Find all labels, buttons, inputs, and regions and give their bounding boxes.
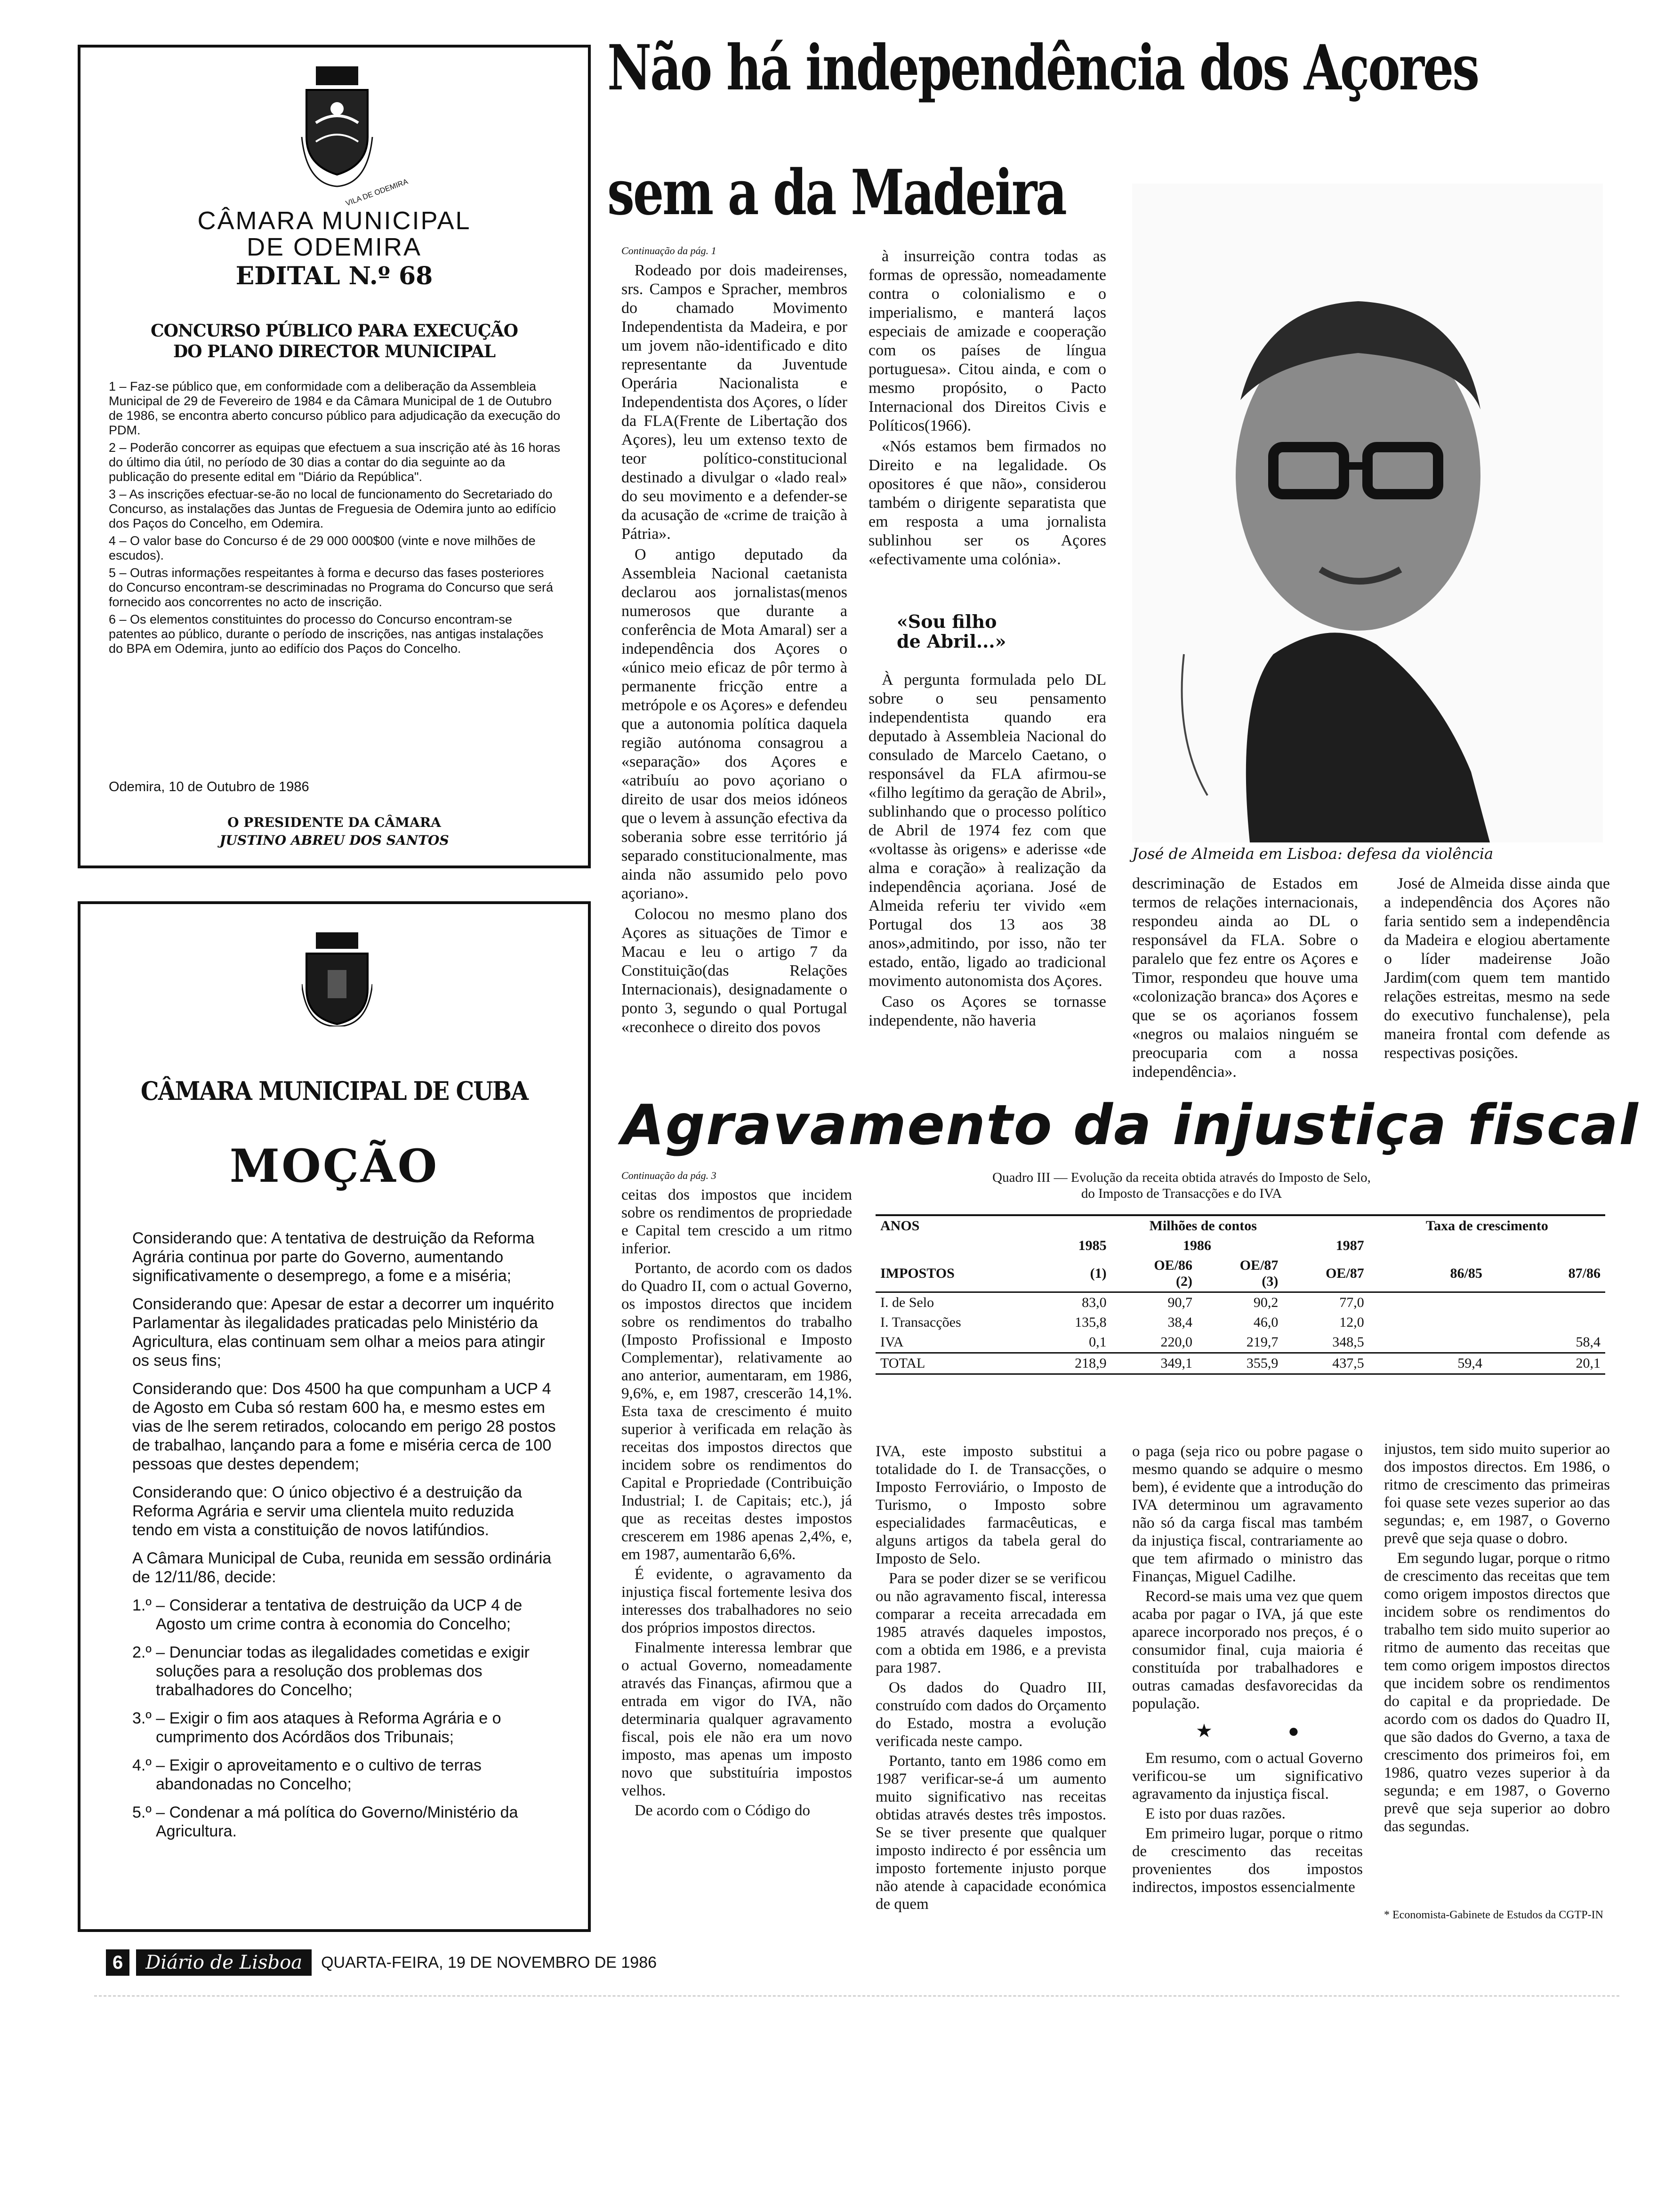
edital-box xyxy=(78,45,591,868)
table-cell: TOTAL xyxy=(880,1355,925,1371)
mocao-body xyxy=(132,1229,556,1850)
article2-column-1 xyxy=(621,1186,852,1821)
table-col-4: OE/87 xyxy=(1326,1266,1364,1281)
table-col-1: (1) xyxy=(1090,1266,1107,1281)
edital-issuer: CÂMARA MUNICIPAL DE ODEMIRA xyxy=(197,207,471,261)
table-year-1987: 1987 xyxy=(1335,1238,1364,1253)
table-cell: 218,9 xyxy=(1075,1355,1107,1371)
mocao-decision: 2.º – Denunciar todas as ilegalidades cometidas e exigir soluções para a resolução dos problemas dos trabalhadores do Concelho; xyxy=(132,1643,530,1699)
mocao-considerando: Considerando que: O único objectivo é a destruição da Reforma Agrária e servir uma clientela muito reduzida tendo em vista a constituição de novos latifúndios. xyxy=(132,1483,522,1539)
mocao-issuer: CÂMARA MUNICIPAL DE CUBA xyxy=(140,1076,528,1106)
article2-column-4 xyxy=(1384,1440,1610,1837)
paragraph: ceitas dos impostos que incidem sobre os rendimentos de propriedade e Capital tem crescido a um ritmo inferior. xyxy=(621,1186,852,1257)
table-cell: 77,0 xyxy=(1339,1295,1364,1310)
paragraph: O antigo deputado da Assembleia Nacional caetanista declarou aos jornalistas(menos numerosos que durante a conferência de Mota Amaral) ser a independência dos Açores o «único meio eficaz de pôr termo à permanente fricção entre a metrópole e os Açores» e defendeu que a autonomia política daquela região autónoma consagrou a «separação» dos Açores e «atribuíu ao povo açoriano o direito de usar dos meios idóneos que o levem à assunção efectiva da soberania sobre esse território já separado constitucionalmente, mas ainda não assumido pelo povo açoriano». xyxy=(621,546,847,902)
table-cell xyxy=(1369,1332,1487,1353)
table-cell xyxy=(1487,1313,1605,1332)
table-row xyxy=(876,1313,1605,1332)
paragraph: Os dados do Quadro III, construído com dados do Orçamento do Estado, mostra a evolução verificada neste campo. xyxy=(876,1679,1106,1750)
edital-signature-name: JUSTINO ABREU DOS SANTOS xyxy=(219,833,449,848)
table-cell: 38,4 xyxy=(1167,1314,1193,1330)
table-cell: 90,7 xyxy=(1167,1295,1193,1310)
table-header-impostos: IMPOSTOS xyxy=(880,1266,955,1281)
table-cell xyxy=(1487,1292,1605,1313)
edital-item: 4 – O valor base do Concurso é de 29 000 000$00 (vinte e nove milhões de escudos). xyxy=(109,534,536,562)
article1-continued: Continuação da pág. 1 xyxy=(621,245,716,256)
table-cell: 349,1 xyxy=(1160,1355,1193,1371)
paragraph: Portanto, de acordo com os dados do Quadro II, com o actual Governo, os impostos directos que incidem sobre os rendimentos do trabalho (Imposto Profissional e Imposto Complementar), relativamente ao ano anterior, aumentaram, em 1986, 9,6%, e, em 1987, crescerão 14,1%. Esta taxa de crescimento é muito superior à verificada em relação às receitas dos impostos directos que incidem sobre os rendimentos do Capital e Propriedade (Contribuição Industrial; I. de Capitais; etc.), já que as receitas destes impostos crescerem em 1986 apenas 2,4%, e, em 1987, aumentarão 6,6%. xyxy=(621,1260,852,1563)
edital-item: 5 – Outras informações respeitantes à forma e decurso das fases posteriores do Concurso encontram-se descriminadas no Programa do Concurso que será fornecido aos concorrentes no acto de inscrição. xyxy=(109,566,553,609)
paragraph: «Nós estamos bem firmados no Direito e na legalidade. Os opositores é que não», considerou também o dirigente separatista que em resposta a uma jornalista sublinhou ser os Açores «efectivamente uma colónia». xyxy=(869,438,1106,568)
article2-column-2 xyxy=(876,1443,1106,1915)
page-footer xyxy=(106,1948,657,1977)
edital-date: Odemira, 10 de Outubro de 1986 xyxy=(109,779,309,794)
table-year-1985: 1985 xyxy=(1078,1238,1107,1253)
article1-column-4 xyxy=(1384,874,1610,1065)
paragraph: De acordo com o Código do xyxy=(635,1802,811,1819)
table-cell: 219,7 xyxy=(1246,1334,1279,1350)
edital-item-list xyxy=(109,379,561,659)
table-header-milhoes: Milhões de contos xyxy=(1149,1218,1257,1234)
crest-ribbon-text: VILA DE ODEMIRA xyxy=(345,177,410,208)
paragraph: o paga (seja rico ou pobre pagase o mesmo quando se adquire o mesmo bem), é evidente que a introdução do IVA determinou um agravamento não só da carga fiscal mas também da injustiça fiscal, contrariamente ao que tem afirmado o ministro das Finanças, Miguel Cadilhe. xyxy=(1132,1443,1363,1585)
paragraph: É evidente, o agravamento da injustiça fiscal fortemente lesiva dos interesses dos trabalhadores no seio dos próprios impostos directos. xyxy=(621,1566,852,1636)
article1-headline-line2: sem a da Madeira xyxy=(607,156,1066,229)
article1-column-2a xyxy=(869,247,1106,571)
paragraph: Portanto, tanto em 1986 como em 1987 verificar-se-á um aumento muito significativo nas receitas obtidas através destes três impostos. Se se tiver presente que qualquer imposto indirecto é por essência um imposto fortemente injusto porque não atende à capacidade económica de quem xyxy=(876,1753,1106,1913)
edital-item: 6 – Os elementos constituintes do processo do Concurso encontram-se patentes ao público, durante o período de inscrições, nas antigas instalações do BPA em Odemira, junto ao edifício dos Paços do Concelho. xyxy=(109,612,544,656)
paragraph: descriminação de Estados em termos de relações internacionais, respondeu ainda ao DL o responsável da FLA. Sobre o paralelo que fez entre os Açores e Timor, respondeu que houve uma «colonização branca» dos Açores e que se os açorianos fossem «negros ou malaios ninguém se preocuparia com a nossa independência». xyxy=(1132,875,1358,1081)
table-header-taxa: Taxa de crescimento xyxy=(1425,1218,1548,1234)
mocao-intro: A Câmara Municipal de Cuba, reunida em sessão ordinária de 12/11/86, decide: xyxy=(132,1549,552,1586)
mocao-title: MOÇÃO xyxy=(229,1139,439,1193)
table-cell: 58,4 xyxy=(1576,1334,1601,1350)
mocao-considerando: Considerando que: Dos 4500 ha que compunham a UCP 4 de Agosto em Cuba só restam 600 ha, e mesmo estes em vias de lhe serem retirados, colocando em perigo 28 postos de trabalhao, lançando para a fome e miséria cerca de 100 pessoas que destes dependem; xyxy=(132,1380,556,1473)
section-separator xyxy=(1132,1722,1363,1740)
table-cell xyxy=(1369,1313,1487,1332)
star-icon: ★ xyxy=(1195,1720,1213,1741)
mocao-considerando: Considerando que: A tentativa de destruição da Reforma Agrária continua por parte do Governo, aumentando significativamente o desemprego, a fome e a miséria; xyxy=(132,1229,535,1285)
photo-caption: José de Almeida em Lisboa: defesa da violência xyxy=(1132,845,1494,863)
table-cell: 0,1 xyxy=(1089,1334,1107,1350)
article2-headline: Agravamento da injustiça fiscal xyxy=(621,1092,1639,1157)
paragraph: Rodeado por dois madeirenses, srs. Campos e Spracher, membros do chamado Movimento Independentista da Madeira, e por um jovem não-identificado e dito representante da Juventude Operária Nacionalista e Independentista dos Açores, o líder da FLA(Frente de Libertação dos Açores), leu um extenso texto de teor político-constitucional destinado a divulgar o «lado real» do seu movimento e a defender-se da acusação de «crime de traição à Pátria». xyxy=(621,262,847,543)
table-cell: I. Transacções xyxy=(880,1314,961,1330)
article1-column-1 xyxy=(621,261,847,1039)
article1-headline-line1: Não há independência dos Açores xyxy=(607,32,1479,104)
paragraph: Em primeiro lugar, porque o ritmo de crescimento das receitas provenientes dos impostos indirectos, impostos essencialmente xyxy=(1132,1825,1363,1896)
paragraph: José de Almeida disse ainda que a independência dos Açores não faria sentido sem a independência da Madeira e elogiou abertamente o líder madeirense João Jardim(com quem tem mantido relações estreitas, mesmo na sede do executivo funchalense), pela maneira frontal com defende as respectivas posições. xyxy=(1384,875,1610,1062)
edital-number: EDITAL N.º 68 xyxy=(235,262,433,290)
table-caption: Quadro III — Evolução da receita obtida através do Imposto de Selo, do Imposto de Transacções e do IVA xyxy=(992,1170,1371,1201)
table-col-3: OE/87 (3) xyxy=(1239,1258,1279,1289)
author-footnote: * Economista-Gabinete de Estudos da CGTP-IN xyxy=(1384,1909,1603,1921)
table-cell: 355,9 xyxy=(1246,1355,1279,1371)
paragraph: À pergunta formulada pelo DL sobre o seu pensamento independentista quando era deputado à Assembleia Nacional do consulado de Marcelo Caetano, o responsável da FLA afirmou-se «filho legítimo da geração de Abril», sublinhando que o processo político de Abril de 1974 fez com que «voltasse às origens» e aderisse «de alma e coração» à realização da independência açoriana. José de Almeida referiu ter vivido «em Portugal dos 13 aos 38 anos»,admitindo, por isso, não ter estado, então, ligado ao tradicional movimento autonomista dos Açores. xyxy=(869,671,1106,990)
table-row xyxy=(876,1332,1605,1353)
page-number: 6 xyxy=(106,1949,129,1976)
odemira-crest-icon xyxy=(297,66,377,189)
cuba-crest-icon xyxy=(302,932,372,1026)
paragraph: Finalmente interessa lembrar que o actual Governo, nomeadamente através das Finanças, afirmou que a entrada em vigor do IVA, não determinaria qualquer agravamento fiscal, pois ele não era um novo imposto, mas apenas um imposto novo que substituíria impostos velhos. xyxy=(621,1639,852,1799)
paragraph: Colocou no mesmo plano dos Açores as situações de Timor e Macau e leu o artigo 7 da Constituição(das Relações Internacionais), designadamente o ponto 3, segundo o qual Portugal «reconhece o direito dos povos xyxy=(621,906,847,1036)
table-cell: 12,0 xyxy=(1339,1314,1364,1330)
edital-subject: CONCURSO PÚBLICO PARA EXECUÇÃO DO PLANO DIRECTOR MUNICIPAL xyxy=(151,321,518,361)
table-cell: 135,8 xyxy=(1075,1314,1107,1330)
edital-item: 3 – As inscrições efectuar-se-ão no local de funcionamento do Secretariado do Concurso, as instalações das Juntas de Freguesia de Odemira junto ao edifício dos Paços do Concelho, em Odemira. xyxy=(109,487,556,530)
article1-column-3 xyxy=(1132,874,1358,1083)
paragraph: Em segundo lugar, porque o ritmo de crescimento das receitas que tem como origem impostos directos que incidem sobre os rendimentos do trabalho tem sido muito superior ao ritmo de aumento das receitas que tem como origem impostos directos que incidem sobre os rendimentos do capital e da propriedade. De acordo com os dados do Quadro II, que são dados do Gverno, a taxa de crescimento dos primeiros foi, em 1986, quatro vezes superior à da segunda; e em 1987, o Governo prevê que seja superior ao dobro das segundas. xyxy=(1384,1550,1610,1835)
table-cell xyxy=(1369,1292,1487,1313)
paragraph: à insurreição contra todas as formas de opressão, nomeadamente contra o colonialismo e o imperialismo, e manterá laços especiais de amizade e cooperação com os países de língua portuguesa». Citou ainda, e com o mesmo propósito, o Pacto Internacional dos Direitos Civis e Políticos(1966). xyxy=(869,248,1106,434)
edital-item: 1 – Faz-se público que, em conformidade com a deliberação da Assembleia Municipal de 29 de Fevereiro de 1984 e da Câmara Municipal de 1 de Outubro de 1986, se encontra aberto concurso público para adjudicação da execução do PDM. xyxy=(109,379,561,437)
paragraph: injustos, tem sido muito superior ao dos impostos directos. Em 1986, o ritmo de crescimento das primeiras foi quase sete vezes superior ao das segundas; e, em 1987, o Governo prevê que seja quase o dobro. xyxy=(1384,1441,1610,1547)
quadro-iii-table xyxy=(876,1214,1605,1375)
portrait-photo xyxy=(1132,184,1603,842)
table-cell: 437,5 xyxy=(1332,1355,1364,1371)
issue-date: QUARTA-FEIRA, 19 DE NOVEMBRO DE 1986 xyxy=(321,1953,657,1972)
table-cell: IVA xyxy=(880,1334,904,1350)
paragraph: Para se poder dizer se se verificou ou não agravamento fiscal, interessa comparar a receita arrecadada em 1985 através daqueles impostos, com a obtida em 1986, e a prevista para 1987. xyxy=(876,1570,1106,1676)
paragraph: IVA, este imposto substitui a totalidade do I. de Transacções, o Imposto Ferroviário, o Imposto de Turismo, o Imposto sobre especialidades farmacêuticas, e alguns artigos da tabela geral do Imposto de Selo. xyxy=(876,1443,1106,1567)
table-total-row xyxy=(876,1353,1605,1374)
mocao-box xyxy=(78,901,591,1932)
table-cell: I. de Selo xyxy=(880,1295,934,1310)
mocao-decision: 4.º – Exigir o aproveitamento e o cultivo de terras abandonadas no Concelho; xyxy=(132,1756,482,1793)
table-cell: 83,0 xyxy=(1082,1295,1107,1310)
newspaper-name: Diário de Lisboa xyxy=(136,1949,312,1976)
article2-continued: Continuação da pág. 3 xyxy=(621,1170,716,1181)
table-cell: 348,5 xyxy=(1332,1334,1364,1350)
table-year-1986: 1986 xyxy=(1183,1238,1212,1253)
mocao-decision: 3.º – Exigir o fim aos ataques à Reforma Agrária e o cumprimento dos Acórdãos dos Tribunais; xyxy=(132,1709,501,1746)
mocao-decision: 1.º – Considerar a tentativa de destruição da UCP 4 de Agosto um crime contra à economia do Concelho; xyxy=(132,1596,523,1633)
table-cell: 46,0 xyxy=(1253,1314,1279,1330)
table-cell: 220,0 xyxy=(1160,1334,1193,1350)
paragraph: Caso os Açores se tornasse independente, não haveria xyxy=(869,993,1106,1029)
table-col-6: 87/86 xyxy=(1568,1266,1601,1281)
mocao-considerando: Considerando que: Apesar de estar a decorrer um inquérito Parlamentar às ilegalidades praticadas pelo Ministério da Agricultura, elas continuam sem olhar a meios para atingir os seus fins; xyxy=(132,1295,554,1370)
table-col-2: OE/86 (2) xyxy=(1154,1258,1193,1289)
dot-icon: ● xyxy=(1287,1720,1300,1741)
table-cell: 20,1 xyxy=(1576,1355,1601,1371)
paragraph: Record-se mais uma vez que quem acaba por pagar o IVA, já que este aparece incorporado nos preços, é o consumidor final, cuja maioria é constituída por trabalhadores e outras camadas desfavorecidas da população. xyxy=(1132,1588,1363,1712)
article1-subhead: «Sou filho de Abril...» xyxy=(897,611,1006,652)
mocao-decision: 5.º – Condenar a má política do Governo/Ministério da Agricultura. xyxy=(132,1803,518,1840)
edital-item: 2 – Poderão concorrer as equipas que efectuem a sua inscrição até às 16 horas do último dia útil, no período de 30 dias a contar do dia seguinte ao da publicação do presente edital em "Diário da República". xyxy=(109,441,561,484)
edital-signature-title: O PRESIDENTE DA CÂMARA xyxy=(227,815,441,830)
table-col-5: 86/85 xyxy=(1450,1266,1482,1281)
table-cell: 59,4 xyxy=(1457,1355,1482,1371)
article1-column-2b xyxy=(869,671,1106,1032)
paragraph: E isto por duas razões. xyxy=(1145,1805,1286,1822)
paragraph: Em resumo, com o actual Governo verificou-se um significativo agravamento da injustiça fiscal. xyxy=(1132,1750,1363,1803)
table-header-anos: ANOS xyxy=(880,1218,920,1234)
table-cell: 90,2 xyxy=(1253,1295,1279,1310)
table-row xyxy=(876,1292,1605,1313)
article2-column-3 xyxy=(1132,1443,1363,1898)
